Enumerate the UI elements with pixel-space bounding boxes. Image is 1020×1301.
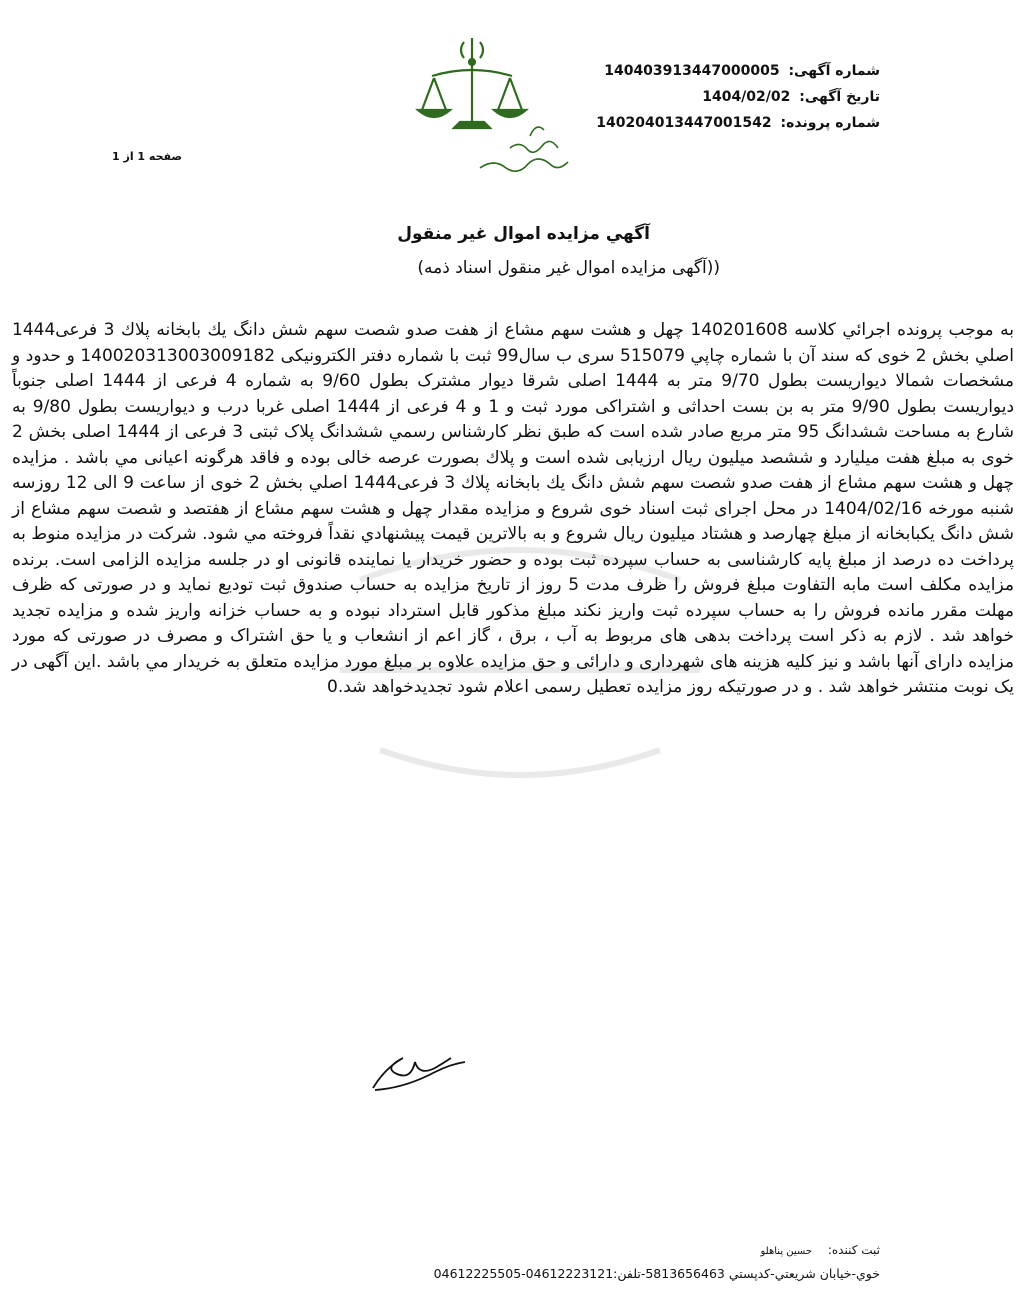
notice-number: 140403913447000005 — [604, 63, 780, 79]
registrar-label: ثبت كننده: — [827, 1243, 880, 1257]
signature — [365, 1040, 475, 1100]
page-indicator: صفحه 1 از 1 — [112, 150, 183, 163]
file-number-label: شماره پرونده: — [780, 115, 880, 131]
office-address: خوي-خيابان شريعتي-كدپستي 5813656463-تلفن:04612223121-04612225505 — [433, 1266, 880, 1281]
judiciary-emblem — [410, 28, 610, 188]
notice-body: به موجب پرونده اجرائي كلاسه 140201608 چهل و هشت سهم مشاع از هفت صدو شصت سهم شش دانگ يك بابخانه پلاك 3 فرعی1444 اصلي بخش 2 خوی كه سند آن با شماره چاپي 515079 سری ب سال99 ثبت با شماره دفتر الكترونيكی 140020313003009182 و حدود و مشخصات شمالا ديواريست بطول 9/70 متر به 1444 اصلی شرقا ديوار مشترک بطول 9/60 به شماره 4 فرعی از 1444 اصلی جنوباً ديواريست بطول 9/90 متر به بن بست احداثی و اشتراكی مورد ثبت و 1 و 4 فرعی از 1444 اصلی غربا درب و ديواريست بطول 9/80 به شارع به مساحت ششدانگ 95 متر مربع صادر شده است كه طبق نظر كارشناس رسمي ششدانگ پلاک ثبتی 3 فرعی از 1444 اصلی بخش 2 خوی به مبلغ هفت ميليارد و ششصد ميليون ريال ارزيابی شده است و پلاك بصورت عرصه خالی بوده و فاقد هرگونه اعيانی مي باشد . مزايده چهل و هشت سهم مشاع از هفت صدو شصت سهم شش دانگ يك بابخانه پلاك 3 فرعی1444 اصلي بخش 2 خوی از ساعت 9 الی 12 روزسه شنبه مورخه 1404/02/16 در محل اجرای ثبت اسناد خوی شروع و مزايده مقدار چهل و هشت سهم مشاع از هفتصد و شصت سهم مشاع از شش دانگ يكبابخانه از مبلغ چهارصد و هشتاد ميليون ريال شروع و به بالاترين قيمت پيشنهادي نقداً فروخته مي شود. شركت در مزايده منوط به پرداخت ده درصد از مبلغ پايه كارشناسی به حساب سپرده ثبت بوده و حضور خريدار يا نماينده قانونی او در جلسه مزايده الزامی است. برنده مزايده مكلف است مابه التفاوت مبلغ فروش را ظرف مدت 5 روز از تاريخ مزايده به حساب صندوق ثبت توديع نمايد و در صورتی كه ظرف مهلت مقرر مانده فروش را به حساب سپرده ثبت واريز نكند مبلغ مذكور قابل استرداد نبوده و به حساب خزانه واريز شده و مزايده تجديد خواهد شد . لازم به ذكر است پرداخت بدهی های مربوط به آب ، برق ، گاز اعم از انشعاب و يا حق اشتراک و مصرف در صورتی كه مورد مزايده دارای آنها باشد و نيز كليه هزينه های شهرداری و دارائی و حق مزايده علاوه بر مبلغ مورد مزايده متعلق به خريدار مي باشد .اين آگهی در يک نوبت منتشر خواهد شد . و در صورتيكه روز مزايده تعطيل رسمی اعلام شود تجديدخواهد شد.0 — [12, 320, 1015, 697]
scales-of-justice-icon — [410, 28, 610, 188]
notice-date-label: تاریخ آگهی: — [799, 89, 880, 105]
registrar-line — [580, 1243, 880, 1257]
notice-date: 1404/02/02 — [702, 89, 791, 105]
registrar-name: حسين پناهلو — [760, 1246, 813, 1257]
notice-title: آگهي مزايده اموال غير منقول — [397, 224, 650, 244]
notice-number-label: شماره آگهی: — [788, 63, 880, 79]
notice-subtitle: ((آگهی مزایده اموال غیر منقول اسناد ذمه) — [417, 258, 720, 278]
handwritten-signature-icon — [365, 1040, 475, 1100]
file-number: 140204013447001542 — [596, 115, 772, 131]
